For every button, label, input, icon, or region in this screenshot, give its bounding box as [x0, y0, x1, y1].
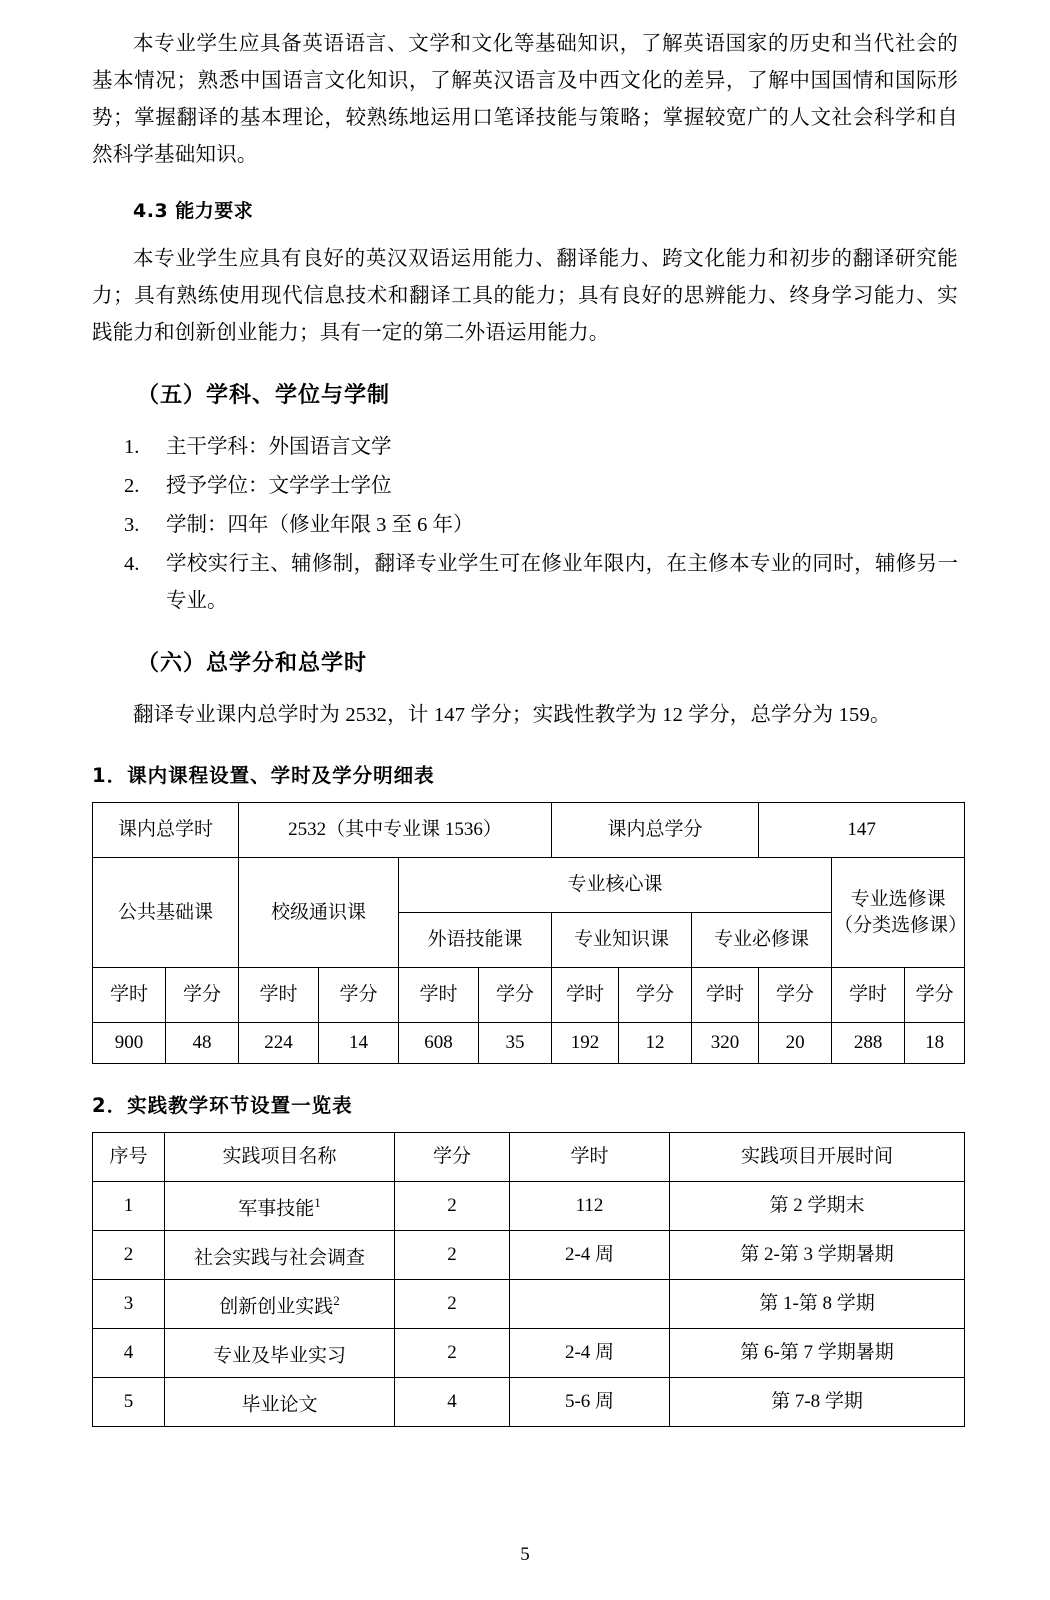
cell-value: 192	[552, 1023, 619, 1064]
cell-hours-header: 学时	[239, 968, 319, 1023]
cell-value: 48	[166, 1023, 239, 1064]
cell-name	[165, 1231, 395, 1280]
cell-credits-header: 学分	[759, 968, 832, 1023]
cell-value-total-hours: 2532（其中专业课 1536）	[239, 803, 552, 858]
cell-value: 288	[832, 1023, 905, 1064]
cell-value: 20	[759, 1023, 832, 1064]
col-header-hours: 学时	[510, 1133, 670, 1182]
cell-name-text: 创新创业实践	[219, 1296, 334, 1318]
cell-name-text: 专业及毕业实习	[212, 1345, 346, 1367]
cell-hours-header: 学时	[552, 968, 619, 1023]
curriculum-hours-credits-table	[92, 802, 968, 1064]
cell-time: 第 1-第 8 学期	[670, 1280, 965, 1329]
cell-major-elective-line2: （分类选修课）	[834, 914, 968, 936]
cell-label-total-credits: 课内总学分	[552, 803, 759, 858]
table-row	[93, 1023, 965, 1064]
list-item	[124, 546, 958, 620]
cell-no: 1	[93, 1182, 165, 1231]
list-item-label: 主干学科：外国语言文学	[166, 436, 392, 458]
cell-credits-header: 学分	[166, 968, 239, 1023]
discipline-degree-list	[92, 429, 958, 620]
cell-hours: 2-4 周	[510, 1231, 670, 1280]
table-row	[93, 1280, 965, 1329]
cell-name-text: 毕业论文	[241, 1394, 318, 1416]
cell-time: 第 2 学期末	[670, 1182, 965, 1231]
table-row	[93, 1231, 965, 1280]
cell-credits: 2	[395, 1329, 510, 1378]
col-header-name: 实践项目名称	[165, 1133, 395, 1182]
table-row	[93, 1378, 965, 1427]
cell-credits-header: 学分	[619, 968, 692, 1023]
cell-no: 5	[93, 1378, 165, 1427]
cell-hours: 5-6 周	[510, 1378, 670, 1427]
table1-title: 1．课内课程设置、学时及学分明细表	[92, 764, 435, 787]
practice-teaching-table	[92, 1132, 965, 1427]
table-header-row	[93, 1133, 965, 1182]
paragraph-abilities-knowledge: 本专业学生应具备英语语言、文学和文化等基础知识，了解英语国家的历史和当代社会的基本情况；熟悉中国语言文化知识，了解英汉语言及中西文化的差异，了解中国国情和国际形势；掌握翻译的基本理论，较熟练地运用口笔译技能与策略；掌握较宽广的人文社会科学和自然科学基础知识。	[92, 33, 958, 166]
cell-time: 第 6-第 7 学期暑期	[670, 1329, 965, 1378]
cell-credits: 4	[395, 1378, 510, 1427]
cell-school-general: 校级通识课	[239, 858, 399, 968]
list-item-label: 学制：四年（修业年限 3 至 6 年）	[166, 514, 474, 536]
cell-value-total-credits: 147	[759, 803, 965, 858]
cell-credits-header: 学分	[479, 968, 552, 1023]
list-marker: 3.	[124, 514, 140, 536]
table-row	[93, 803, 965, 858]
col-header-credits: 学分	[395, 1133, 510, 1182]
page-number: 5	[520, 1544, 530, 1565]
heading-4-3: 4.3 能力要求	[133, 200, 254, 222]
paragraph-total-credits: 翻译专业课内总学时为 2532，计 147 学分；实践性教学为 12 学分，总学分为 159。	[133, 704, 891, 726]
col-header-no: 序号	[93, 1133, 165, 1182]
cell-time: 第 2-第 3 学期暑期	[670, 1231, 965, 1280]
cell-name-text: 社会实践与社会调查	[193, 1247, 365, 1269]
cell-major-elective	[832, 858, 968, 968]
cell-no: 4	[93, 1329, 165, 1378]
cell-name-superscript: 2	[333, 1292, 340, 1308]
cell-value: 900	[93, 1023, 166, 1064]
cell-name	[165, 1280, 395, 1329]
cell-credits-header: 学分	[319, 968, 399, 1023]
cell-major-knowledge: 专业知识课	[552, 913, 692, 968]
cell-name	[165, 1378, 395, 1427]
paragraph-ability-requirements: 本专业学生应具有良好的英汉双语运用能力、翻译能力、跨文化能力和初步的翻译研究能力；具有熟练使用现代信息技术和翻译工具的能力；具有良好的思辨能力、终身学习能力、实践能力和创新创业能力；具有一定的第二外语运用能力。	[92, 248, 958, 344]
heading-section-five: （五）学科、学位与学制	[137, 383, 391, 408]
cell-major-elective-line1: 专业选修课	[850, 888, 946, 910]
table2-title: 2．实践教学环节设置一览表	[92, 1094, 353, 1117]
table-row	[93, 1182, 965, 1231]
cell-hours-header: 学时	[399, 968, 479, 1023]
cell-credits: 2	[395, 1182, 510, 1231]
cell-name	[165, 1182, 395, 1231]
cell-foreign-skill: 外语技能课	[399, 913, 552, 968]
cell-credits: 2	[395, 1231, 510, 1280]
cell-credits-header: 学分	[905, 968, 965, 1023]
cell-value: 35	[479, 1023, 552, 1064]
list-item-label: 学校实行主、辅修制，翻译专业学生可在修业年限内，在主修本专业的同时，辅修另一专业。	[166, 553, 958, 612]
cell-value: 12	[619, 1023, 692, 1064]
table-row	[93, 1329, 965, 1378]
cell-hours: 112	[510, 1182, 670, 1231]
list-item	[124, 429, 958, 466]
list-item	[124, 507, 958, 544]
cell-name	[165, 1329, 395, 1378]
table-row	[93, 858, 965, 913]
cell-hours	[510, 1280, 670, 1329]
cell-value: 224	[239, 1023, 319, 1064]
col-header-time: 实践项目开展时间	[670, 1133, 965, 1182]
cell-hours-header: 学时	[692, 968, 759, 1023]
list-marker: 1.	[124, 436, 140, 458]
cell-value: 18	[905, 1023, 965, 1064]
cell-credits: 2	[395, 1280, 510, 1329]
cell-label-total-hours: 课内总学时	[93, 803, 239, 858]
list-item-label: 授予学位：文学学士学位	[166, 475, 392, 497]
cell-hours-header: 学时	[93, 968, 166, 1023]
cell-value: 608	[399, 1023, 479, 1064]
cell-public-basic: 公共基础课	[93, 858, 239, 968]
cell-name-text: 军事技能	[238, 1198, 315, 1220]
heading-section-six: （六）总学分和总学时	[137, 651, 368, 676]
cell-value: 320	[692, 1023, 759, 1064]
cell-hours: 2-4 周	[510, 1329, 670, 1378]
cell-value: 14	[319, 1023, 399, 1064]
list-item	[124, 468, 958, 505]
cell-major-required: 专业必修课	[692, 913, 832, 968]
table-row	[93, 968, 965, 1023]
cell-name-superscript: 1	[314, 1194, 321, 1210]
cell-time: 第 7-8 学期	[670, 1378, 965, 1427]
cell-no: 2	[93, 1231, 165, 1280]
cell-hours-header: 学时	[832, 968, 905, 1023]
cell-major-core: 专业核心课	[399, 858, 832, 913]
list-marker: 2.	[124, 475, 140, 497]
cell-no: 3	[93, 1280, 165, 1329]
list-marker: 4.	[124, 553, 140, 575]
